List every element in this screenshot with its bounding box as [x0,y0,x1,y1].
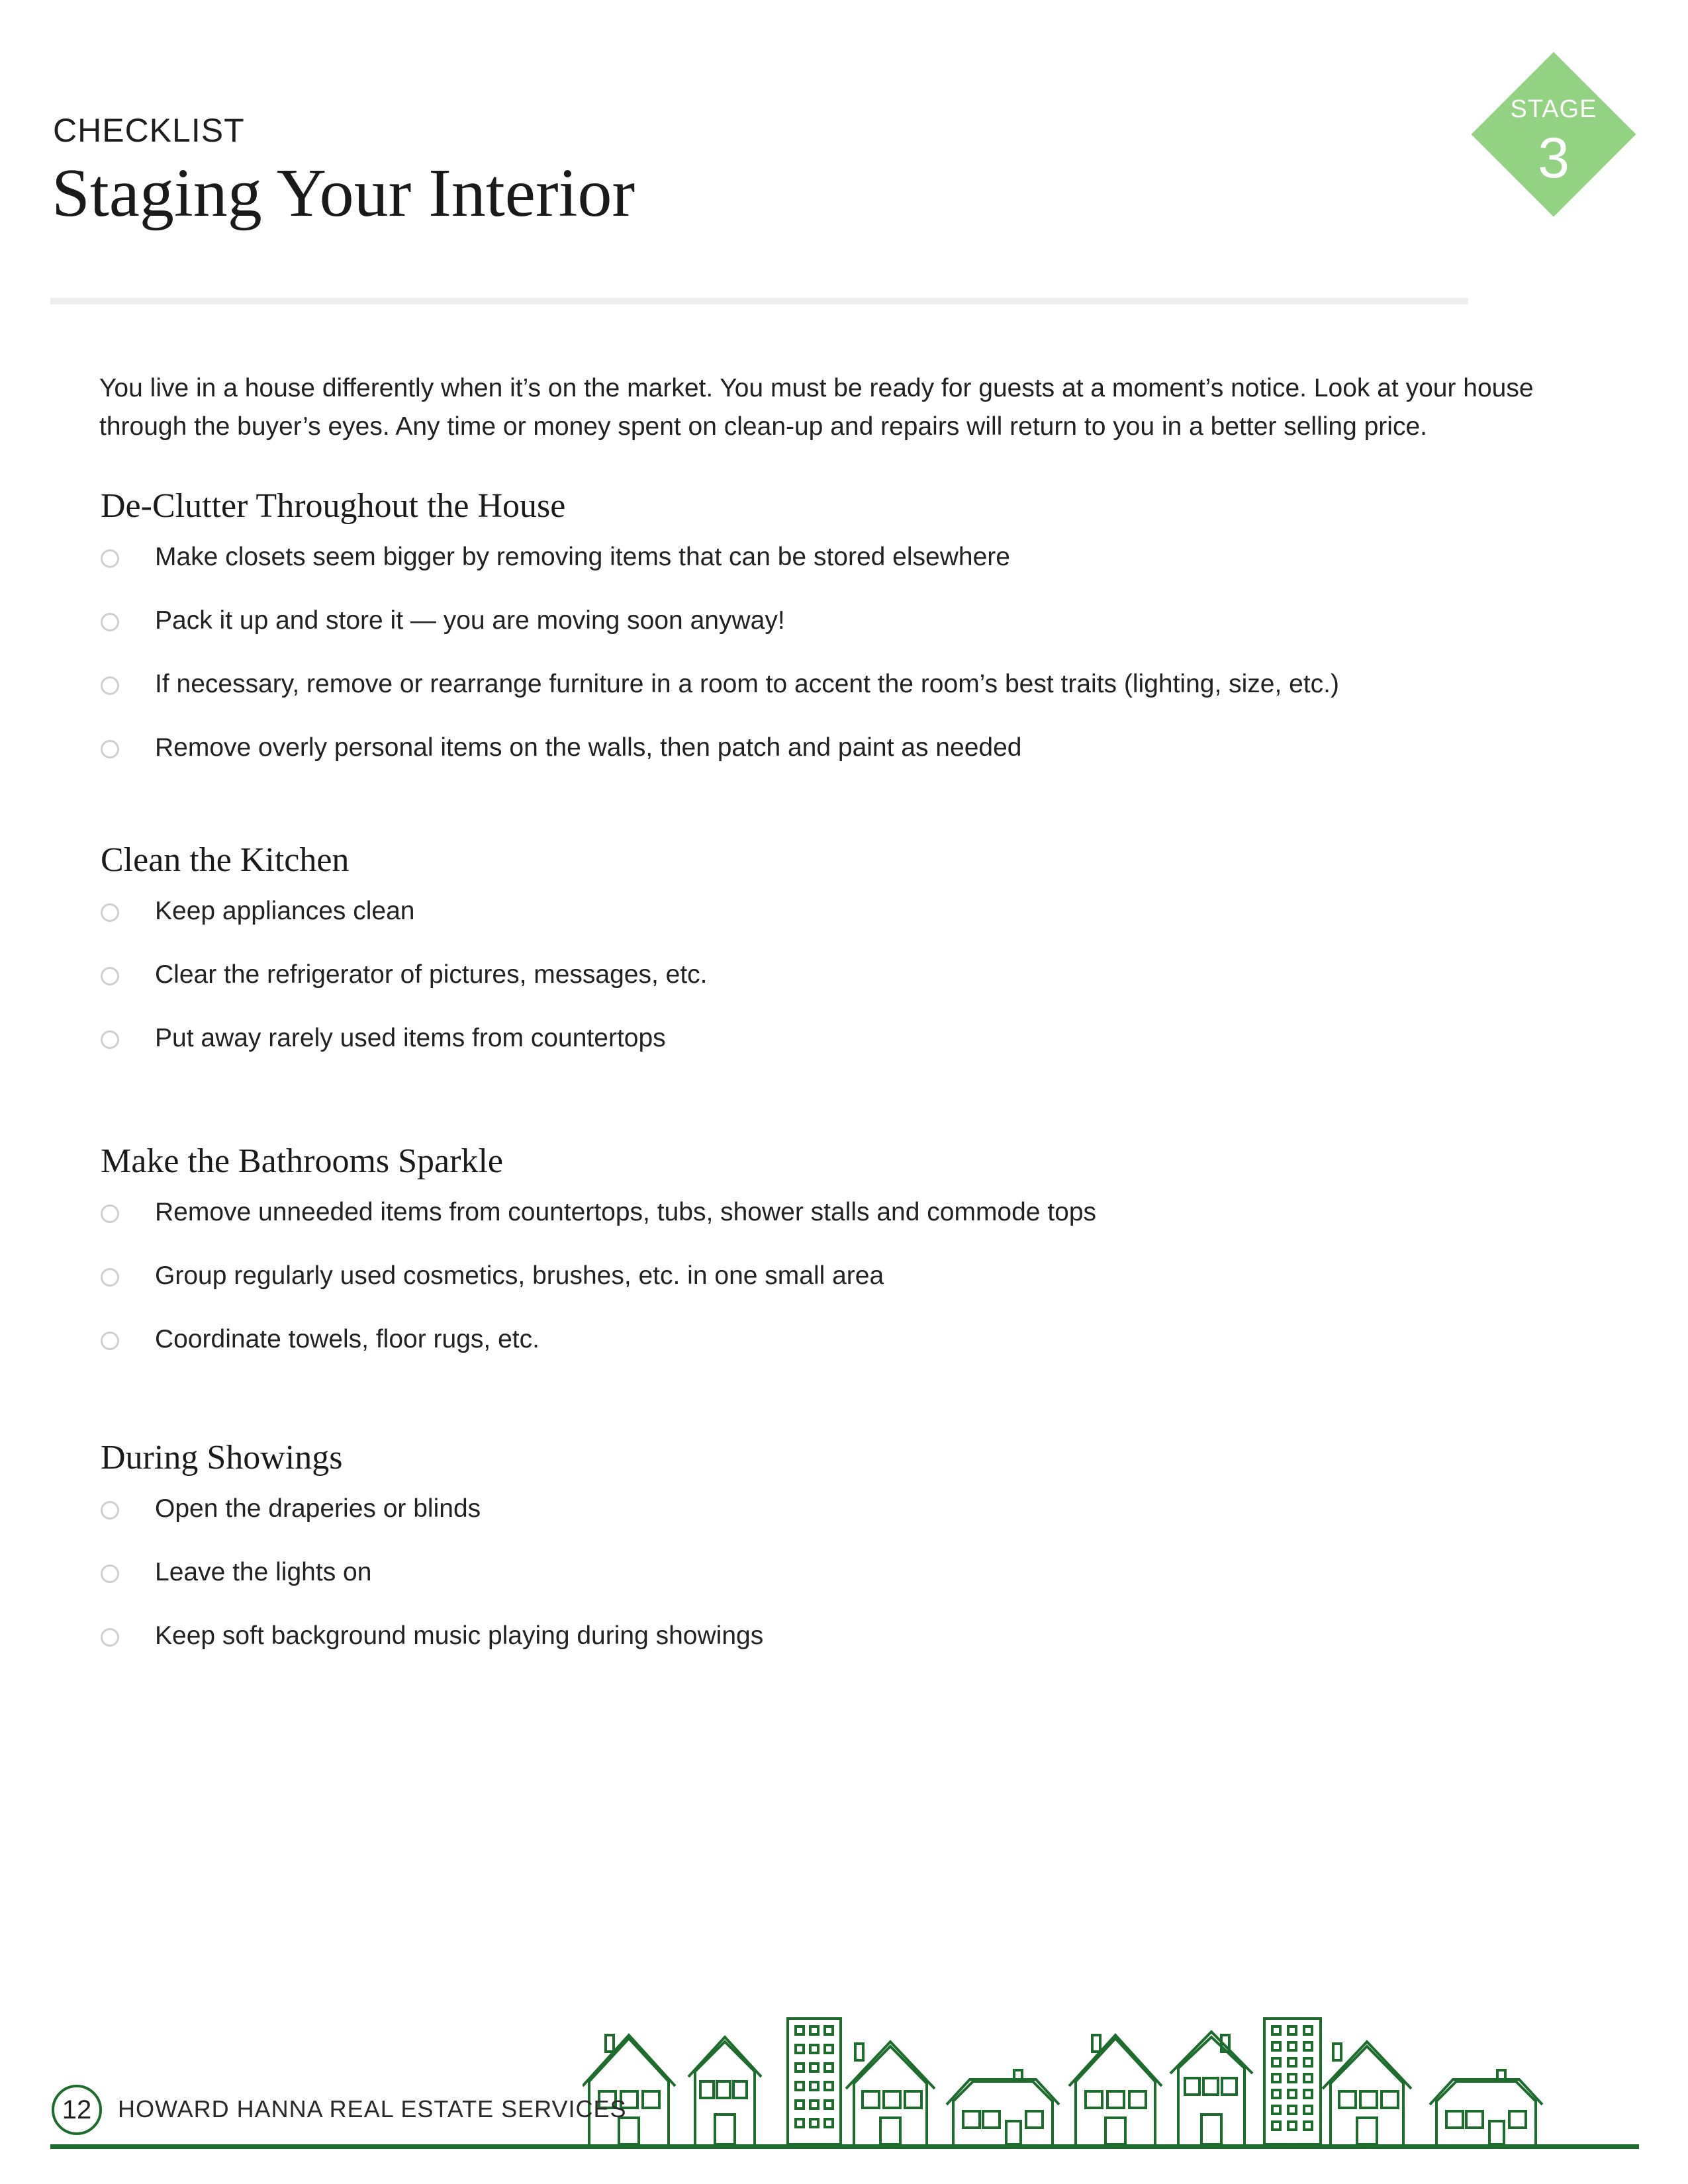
section-heading: Clean the Kitchen [101,841,350,879]
checkbox-circle-icon[interactable] [101,1565,119,1583]
checklist-item[interactable] [99,1489,1556,1553]
page-number-badge: 12 [52,2085,102,2135]
checklist-item[interactable] [99,537,1556,601]
checklist-item[interactable] [99,728,1556,792]
checklist-item[interactable] [99,1256,1556,1320]
section-heading: De-Clutter Throughout the House [101,487,566,525]
section-heading: During Showings [101,1439,343,1477]
checklist-item-text: Open the draperies or blinds [155,1494,481,1523]
stage-badge [1471,52,1636,217]
ground-line [50,2144,1639,2149]
checklist-item[interactable] [99,1553,1556,1616]
checklist-item[interactable] [99,891,1556,955]
section-declutter [99,483,1556,792]
checklist-item[interactable] [99,601,1556,664]
checklist-item-text: Keep appliances clean [155,897,415,925]
checklist-item[interactable] [99,1616,1556,1680]
checklist-item[interactable] [99,1193,1556,1256]
checklist-item-text: Pack it up and store it — you are moving soon anyway! [155,606,785,635]
checkbox-circle-icon[interactable] [101,1205,119,1223]
section-bathrooms [99,1138,1556,1383]
checklist-item[interactable] [99,1019,1556,1082]
section-showings [99,1435,1556,1680]
section-eyebrow: CHECKLIST [53,112,245,149]
checkbox-circle-icon[interactable] [101,740,119,758]
house-skyline-illustration [583,2005,1642,2151]
checklist-item-text: If necessary, remove or rearrange furniture in a room to accent the room’s best traits (lighting, size, etc.) [155,670,1339,698]
checklist-item-text: Coordinate towels, floor rugs, etc. [155,1325,539,1353]
checklist-item[interactable] [99,1320,1556,1383]
header-divider [50,298,1468,304]
checkbox-circle-icon[interactable] [101,903,119,922]
checklist-item-text: Group regularly used cosmetics, brushes, etc. in one small area [155,1261,884,1290]
footer-brand: HOWARD HANNA REAL ESTATE SERVICES [118,2095,627,2122]
page-title: Staging Your Interior [52,155,635,231]
checklist-item-text: Keep soft background music playing during showings [155,1621,764,1650]
checkbox-circle-icon[interactable] [101,1501,119,1520]
checklist-item-text: Clear the refrigerator of pictures, messages, etc. [155,960,708,989]
checklist-item-text: Make closets seem bigger by removing items that can be stored elsewhere [155,543,1010,571]
checklist-item-text: Leave the lights on [155,1558,372,1586]
checkbox-circle-icon[interactable] [101,1030,119,1049]
checklist-item-text: Put away rarely used items from countertops [155,1024,666,1052]
checkbox-circle-icon[interactable] [101,549,119,568]
checkbox-circle-icon[interactable] [101,1332,119,1350]
checklist-item-text: Remove unneeded items from countertops, tubs, shower stalls and commode tops [155,1198,1097,1226]
checkbox-circle-icon[interactable] [101,967,119,985]
checkbox-circle-icon[interactable] [101,676,119,695]
checkbox-circle-icon[interactable] [101,1268,119,1287]
stage-label: STAGE [1510,95,1597,123]
checkbox-circle-icon[interactable] [101,1628,119,1647]
stage-number: 3 [1538,126,1570,190]
intro-paragraph: You live in a house differently when it’s on the market. You must be ready for guests at a moment’s notice. Look at your house through the buyer’s eyes. Any time or money spent on clean-up and repairs will return to you in a better selling price. [99,374,1534,441]
checklist-item-text: Remove overly personal items on the walls, then patch and paint as needed [155,733,1022,762]
checklist-item[interactable] [99,955,1556,1019]
checklist-item[interactable] [99,664,1556,728]
checkbox-circle-icon[interactable] [101,613,119,631]
section-heading: Make the Bathrooms Sparkle [101,1142,503,1180]
section-kitchen [99,837,1556,1082]
